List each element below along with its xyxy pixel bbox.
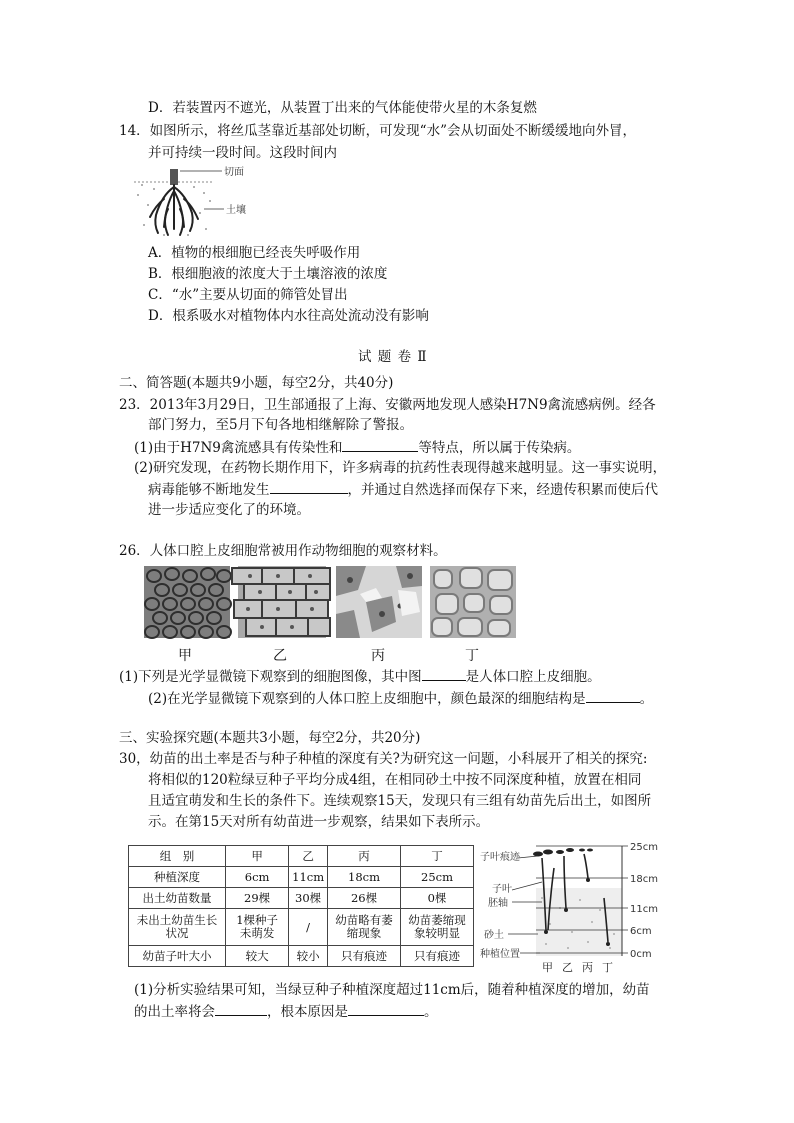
table-row: 出土幼苗数量 29棵 30棵 26棵 0棵 xyxy=(129,888,474,909)
q23-sub2-line3: 进一步适应变化了的环境。 xyxy=(148,502,310,518)
label-soil: 土壤 xyxy=(226,205,246,216)
q23-line1: 23．2013年3月29日，卫生部通报了上海、安徽两地发现人感染H7N9禽流感病例。经各 xyxy=(119,397,656,413)
q14-option-a: A．植物的根细胞已经丧失呼吸作用 xyxy=(148,245,361,261)
figure-label-hypocotyl: 胚轴 xyxy=(488,898,508,909)
image-label-yi: 乙 xyxy=(273,648,287,664)
scale-label: 6cm xyxy=(630,926,652,937)
answer-blank[interactable] xyxy=(342,437,418,452)
q23-sub2-line2: 病毒能够不断地发生 ，并通过自然选择而保存下来，经遗传积累而使后代 xyxy=(148,479,658,500)
group-label: 丙 xyxy=(582,961,593,974)
q13-option-d: D．若装置丙不遮光，从装置丁出来的气体能使带火星的木条复燃 xyxy=(148,100,537,116)
figure-label-sand: 砂土 xyxy=(484,930,504,941)
group-label: 丁 xyxy=(602,961,613,974)
root-figure xyxy=(134,165,260,241)
table-header-cell: 乙 xyxy=(289,846,328,867)
q30-line1: 30，幼苗的出土率是否与种子种植的深度有关?为研究这一问题，小科展开了相关的探究: xyxy=(119,751,648,767)
cell-image-jia xyxy=(144,566,230,638)
results-table xyxy=(128,845,474,967)
figure-label-cotyledon-trace: 子叶痕迹 xyxy=(480,852,520,863)
q30-line4: 示。在第15天对所有幼苗进一步观察，结果如下表所示。 xyxy=(148,814,490,830)
q30-sub1-line2: 的出土率将会 ，根本原因是 。 xyxy=(134,1001,438,1022)
image-label-ding: 丁 xyxy=(465,648,479,664)
image-label-jia: 甲 xyxy=(178,648,192,664)
q23-sub2-line1: (2)研究发现，在药物长期作用下，许多病毒的抗药性表现得越来越明显。这一事实说明， xyxy=(134,460,667,476)
cell-image-bing xyxy=(336,566,422,638)
figure-label-plant-position: 种植位置 xyxy=(480,949,520,960)
table-header-row xyxy=(129,846,474,867)
table-header-cell: 甲 xyxy=(226,846,289,867)
group-label: 甲 xyxy=(542,961,553,974)
q23-sub1: (1)由于H7N9禽流感具有传染性和 等特点，所以属于传染病。 xyxy=(134,437,580,458)
q26-sub1: (1)下列是光学显微镜下观察到的细胞图像，其中图 是人体口腔上皮细胞。 xyxy=(119,666,601,687)
scale-label: 18cm xyxy=(630,874,658,885)
table-row: 未出土幼苗生长状况 1棵种子未萌发 / 幼苗略有萎缩现象 幼苗萎缩现象较明显 xyxy=(129,909,474,946)
table-row: 幼苗子叶大小 较大 较小 只有痕迹 只有痕迹 xyxy=(129,946,474,967)
answer-blank[interactable] xyxy=(422,666,466,681)
group-label: 乙 xyxy=(562,961,573,974)
q14-option-d: D．根系吸水对植物体内水往高处流动没有影响 xyxy=(148,308,429,324)
part3-heading: 三、实验探究题(本题共3小题，每空2分，共20分) xyxy=(119,730,421,746)
table-row: 种植深度 6cm 11cm 18cm 25cm xyxy=(129,867,474,888)
scale-label: 25cm xyxy=(630,842,658,853)
image-label-bing: 丙 xyxy=(371,648,385,664)
q30-line3: 且适宜萌发和生长的条件下。连续观察15天，发现只有三组有幼苗先后出土，如图所 xyxy=(148,793,652,809)
seedling-figure xyxy=(480,838,658,975)
scale-label: 11cm xyxy=(630,904,658,915)
label-cut: 切面 xyxy=(224,167,244,178)
figure-label-cotyledon: 子叶 xyxy=(492,884,512,895)
q26-sub2: (2)在光学显微镜下观察到的人体口腔上皮细胞中，颜色最深的细胞结构是 。 xyxy=(148,688,653,709)
q14-stem-line2: 并可持续一段时间。这段时间内 xyxy=(148,145,337,161)
table-header-cell: 丁 xyxy=(401,846,474,867)
answer-blank[interactable] xyxy=(215,1001,267,1016)
answer-blank[interactable] xyxy=(586,688,640,703)
table-header-cell: 组 别 xyxy=(129,846,226,867)
q14-option-b: B．根细胞液的浓度大于土壤溶液的浓度 xyxy=(148,266,388,282)
table-header-cell: 丙 xyxy=(328,846,401,867)
q30-line2: 将相似的120粒绿豆种子平均分成4组，在相同砂土中按不同深度种植，放置在相同 xyxy=(148,772,642,788)
answer-blank[interactable] xyxy=(348,1001,424,1016)
cell-image-yi xyxy=(238,566,326,638)
q26-stem: 26．人体口腔上皮细胞常被用作动物细胞的观察材料。 xyxy=(119,543,447,559)
q23-line2: 部门努力，至5月下旬各地相继解除了警报。 xyxy=(148,417,414,433)
q14-option-c: C．“水”主要从切面的筛管处冒出 xyxy=(148,287,348,303)
answer-blank[interactable] xyxy=(270,479,348,494)
scale-label: 0cm xyxy=(630,949,652,960)
q14-stem-line1: 14．如图所示，将丝瓜茎靠近基部处切断，可发现“水”会从切面处不断缓缓地向外冒， xyxy=(119,123,636,139)
section-title: 试 题 卷 Ⅱ xyxy=(358,349,428,365)
cell-image-ding xyxy=(430,566,516,638)
part2-heading: 二、简答题(本题共9小题，每空2分，共40分) xyxy=(119,375,394,391)
q30-sub1-line1: (1)分析实验结果可知，当绿豆种子种植深度超过11cm后，随着种植深度的增加，幼苗 xyxy=(134,982,650,998)
